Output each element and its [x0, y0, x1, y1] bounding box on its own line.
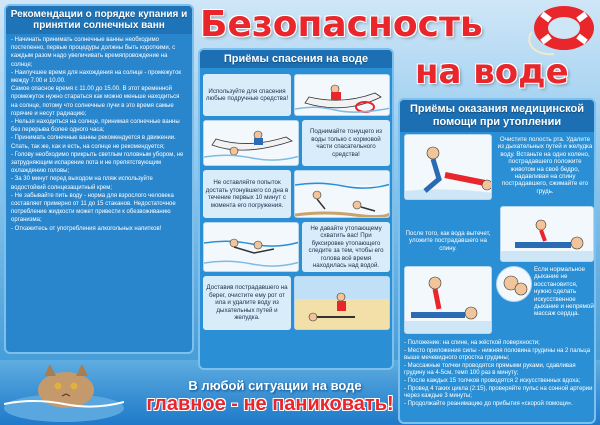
lifebuoy-icon: [524, 2, 598, 60]
bathing-recommendations-heading: Рекомендации о порядке купания и принятии солнечных ванн: [6, 6, 192, 34]
rescue-tip-4: Не давайте утопающему схватить вас! При буксировке утопающего следите за тем, чтобы его голова всё время находилась над водой.: [302, 222, 390, 272]
recommendation-item: - Откажитесь от употребления алкогольных напитков!: [11, 225, 162, 232]
swimming-cat-image: [4, 356, 124, 422]
cpr-instruction-item: - Положение: на спине, на жёсткой поверхности;: [404, 340, 540, 346]
rescue-diving-illustration: [294, 170, 390, 218]
recommendation-item: - Нельзя находиться на солнце, принимая солнечные ванны без перерыва более одного часа;: [11, 119, 180, 134]
cpr-instruction-item: - После каждых 15 толчков проводятся 2 искусственных вдоха;: [404, 377, 581, 384]
lay-on-back-illustration: [500, 206, 594, 262]
recommendation-item: - Наилучшее время для нахождения на солнце - промежуток между 7.00 и 10.00.: [11, 69, 182, 85]
rescue-tip-3: Не оставляйте попыток достать утонувшего со дна в течение первых 10 минут с момента его погружения.: [203, 170, 291, 218]
bathing-recommendations-list: [6, 34, 192, 235]
slogan-line2: главное - не паниковать!: [146, 393, 394, 415]
cpr-instruction-item: - Продолжайте реанимацию до прибытия «скорой помощи».: [404, 400, 573, 407]
medical-help-heading: Приёмы оказания медицинской помощи при утоплении: [400, 100, 594, 132]
water-rescue-heading: Приёмы спасения на воде: [200, 50, 392, 68]
recommendation-item: - Голову необходимо прикрыть светлым головным убором, не затрудняющим испарение пота и не препятствующим охлаждению головы;: [11, 151, 184, 175]
page-title-line2: на воде: [415, 52, 569, 92]
medical-step-1: Очистите полость рта. Удалите из дыхательных путей и желудка воду. Встаньте на одно колено, пострадавшего положите животом на своё бедро, надавливая на спину пострадавшего, сжимайте его грудь.: [497, 136, 593, 195]
rescue-tip-1: Используйте для спасения любые подручные средства!: [203, 74, 291, 116]
recommendation-item: - Начинать принимать солнечные ванны необходимо постепенно, первые процедуры должны быть короткими, с каждым разом надо увеличивать времяпровождение на солнце;: [11, 37, 176, 68]
medical-step-2: После того, как вода вытечет, уложите пострадавшего на спину.: [405, 230, 491, 252]
cpr-illustration: [404, 266, 492, 334]
recommendation-item: Самое опасное время с 11.00 до 15.00. В этот временной промежуток нужно стараться как можно меньше находиться на солнце, потому что солнечные лучи в это время самые горячие и несут радиацию;: [11, 86, 180, 117]
slogan-line1: В любой ситуации на воде: [188, 378, 362, 393]
rescue-pickup-illustration: [203, 120, 299, 166]
cpr-instructions-list: [404, 340, 594, 408]
medical-step-3: Если нормальное дыхание не восстановится, нужно сделать искусственное дыхание и непрямой массаж сердца.: [534, 266, 594, 318]
rescue-towing-illustration: [203, 222, 299, 272]
rescue-tip-5: Доставив пострадавшего на берег, очистите ему рот от ила и удалите воду из дыхательных путей и желудка.: [203, 276, 291, 330]
cpr-instruction-item: - Массажные толчки проводятся прямыми руками, сдавливая грудину на 4-5см, темп 100 раз в минуту;: [404, 362, 576, 377]
bathing-recommendations-panel: [4, 4, 194, 354]
clear-airways-illustration: [404, 134, 492, 200]
cpr-instruction-item: - Провед 4 таких цикла (2:15), проверяйте пульс на сонной артерии через каждые 3 минуты;: [404, 385, 593, 400]
page-title-line1: Безопасность: [200, 4, 483, 45]
rescue-tip-2: Поднимайте тонущего из воды только с кормовой части спасательного средства!: [302, 120, 390, 166]
artificial-breathing-icon: [496, 266, 532, 302]
recommendation-item: - Принимать солнечные ванны рекомендуется в движении. Спать, так же, как и есть, на солнце не рекомендуется;: [11, 135, 176, 150]
cpr-instruction-item: - Место приложения силы - нижняя половина грудины на 2 пальца выше мечевидного отростка грудины;: [404, 347, 591, 362]
recommendation-item: - Не забывайте пить воду - норма для взрослого человека составляет примерно от 11 до 15 стаканов. Недостаточное потребление жидкости может привести к обезвоживанию организма;: [11, 192, 176, 224]
medical-help-panel: [398, 98, 596, 424]
water-rescue-panel: [198, 48, 394, 370]
rescue-boat-illustration: [294, 74, 390, 116]
rescue-beach-illustration: [294, 276, 390, 330]
recommendation-item: - За 30 минут перед выходом на пляж используйте водостойкий солнцезащитный крем;: [11, 176, 153, 191]
